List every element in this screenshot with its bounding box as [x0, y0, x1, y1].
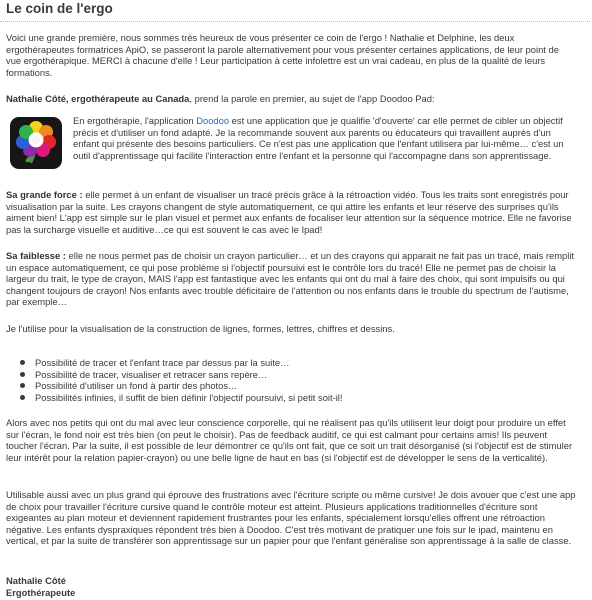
- speaker-intro: [6, 93, 576, 105]
- signature: [6, 575, 576, 598]
- bullet-icon: [20, 383, 25, 388]
- title-divider: [0, 21, 590, 22]
- signature-name: Nathalie Côté: [6, 575, 66, 586]
- app-description-start: En ergothérapie, l'application: [73, 115, 197, 126]
- list-item-text: Possibilités infinies, il suffit de bien définir l'objectif poursuivi, si petit soit-il!: [35, 391, 343, 403]
- app-description: [73, 115, 578, 161]
- list-item: [20, 380, 540, 392]
- strength-label: Sa grande force :: [6, 189, 83, 200]
- young-children-paragraph: Alors avec nos petits qui ont du mal avec leur conscience corporelle, qui ne réalisent pas qu'ils utilisent leur doigt pour produire un effet sur l'écran, le fond noir est très bien (on peut le choisir). Pas de feedback auditif, ce qui est calmant pour certains amis! Ils peuvent toucher l'écran. Par la suite, il est possible de leur démontrer ce qu'ils ont fait, que ce soit un trait désorganisé (si l'objectif est de stimuler leur intérêt pour la relation papier-crayon) ou une belle ligne de haut en bas (si l'objectif est de développer le sens de la verticalité).: [6, 417, 573, 463]
- bullet-icon: [20, 372, 25, 377]
- bullet-icon: [20, 395, 25, 400]
- bullet-icon: [20, 360, 25, 365]
- list-item-text: Possibilité de tracer, visualiser et retracer sans repère…: [35, 368, 268, 380]
- older-children-paragraph: Utilisable aussi avec un plus grand qui éprouve des frustrations avec l'écriture scripte ou même cursive! Je dois avouer que c'est une app de choix pour travailler l'écriture cursive quand le contrôle moteur est atteint. Plusieurs applications traditionnelles d'écriture sont exigeantes au plan moteur et deviennent rapidement frustrantes pour les enfants, spécialement lorsqu'elles offrent une rétroaction négative. Les enfants dyspraxiques répondent très bien à Doodoo. C'est très motivant de pratiquer une fois sur le ipad, maintenu en vertical, et par la suite de transférer son apprentissage sur un papier pour que l'enfant généralise son apprentissage à la salle de classe.: [6, 489, 576, 546]
- list-item: [20, 369, 540, 381]
- list-item-text: Possibilité de tracer et l'enfant trace par dessus par la suite…: [35, 357, 290, 368]
- app-description-end: est une application que je qualifie 'd'ouverte' car elle permet de cibler un objectif précis et d'utiliser un fond adapté. Je la recommande souvent aux parents ou éducateurs qui travaillent auprès d'un enfant qui présente des besoins particuliers. Ce n'est pas une application que l'enfant utilisera par lui-même… c'est un outil d'apprentissage qui facilite l'interaction entre l'enfant et la personne qui l'accompagne dans son apprentissage.: [73, 115, 564, 161]
- possibilities-list: [20, 357, 540, 403]
- weakness-paragraph: [6, 250, 576, 308]
- list-item-text: Possibilité d'utiliser un fond à partir des photos…: [35, 380, 238, 391]
- list-item: [20, 357, 540, 369]
- article-title: Le coin de l'ergo: [6, 1, 113, 16]
- speaker-intro-rest: , prend la parole en premier, au sujet de l'app Doodoo Pad:: [189, 93, 435, 104]
- signature-role: Ergothérapeute: [6, 586, 76, 598]
- weakness-label: Sa faiblesse :: [6, 250, 66, 261]
- usage-paragraph: Je l'utilise pour la visualisation de la construction de lignes, formes, lettres, chiffres et dessins.: [6, 323, 395, 334]
- doodoo-link[interactable]: Doodoo: [196, 115, 230, 126]
- doodoo-flower-logo-icon: [10, 117, 62, 169]
- speaker-name: Nathalie Côté, ergothérapeute au Canada: [6, 93, 190, 104]
- strength-text: elle permet à un enfant de visualiser un tracé précis grâce à la rétroaction vidéo. Tous les traits sont enregistrés pour visualisation par la suite. Les crayons changent de style automatiquement, ce qui attire les enfants et leur réserve des surprises qu'ils aiment bien! L'app est simple sur le plan visuel et permet aux enfants de focaliser leur attention sur la séquence motrice. Elle ne favorise pas la surcharge visuelle et auditive…ce qui est souvent le cas avec le Ipad!: [6, 189, 572, 235]
- strength-paragraph: [6, 189, 576, 235]
- weakness-text: elle ne nous permet pas de choisir un crayon particulier… et un des crayons qui apparait ne fait pas un tracé, mais remplit un espace automatiquement, ce qui pose problème si l'objectif poursuivi est le contrôle lors du tracé! Elle ne permet pas de choisir la largeur du trait, le type de crayon, MAIS l'app est fantastique avec les enfants qui ont du mal à faire des choix, qui sont impulsifs ou qui changent toujours de crayon! Nos enfants avec trouble déficitaire de l'attention ou nos enfants dans le trouble du spectrum de l'autisme, par exemple…: [6, 250, 575, 307]
- list-item: [20, 392, 540, 404]
- intro-paragraph: Voici une grande première, nous sommes très heureux de vous présenter ce coin de l'ergo ! Nathalie et Delphine, les deux ergothérapeutes formatrices ApiO, se passeront la parole alternativement pour vous présenter certaines applications, de leur point de vue ergothérapique. MERCI à chacune d'elle ! Leur participation à cette infolettre est un vrai cadeau, en plus de la qualité de leurs formations.: [6, 32, 559, 78]
